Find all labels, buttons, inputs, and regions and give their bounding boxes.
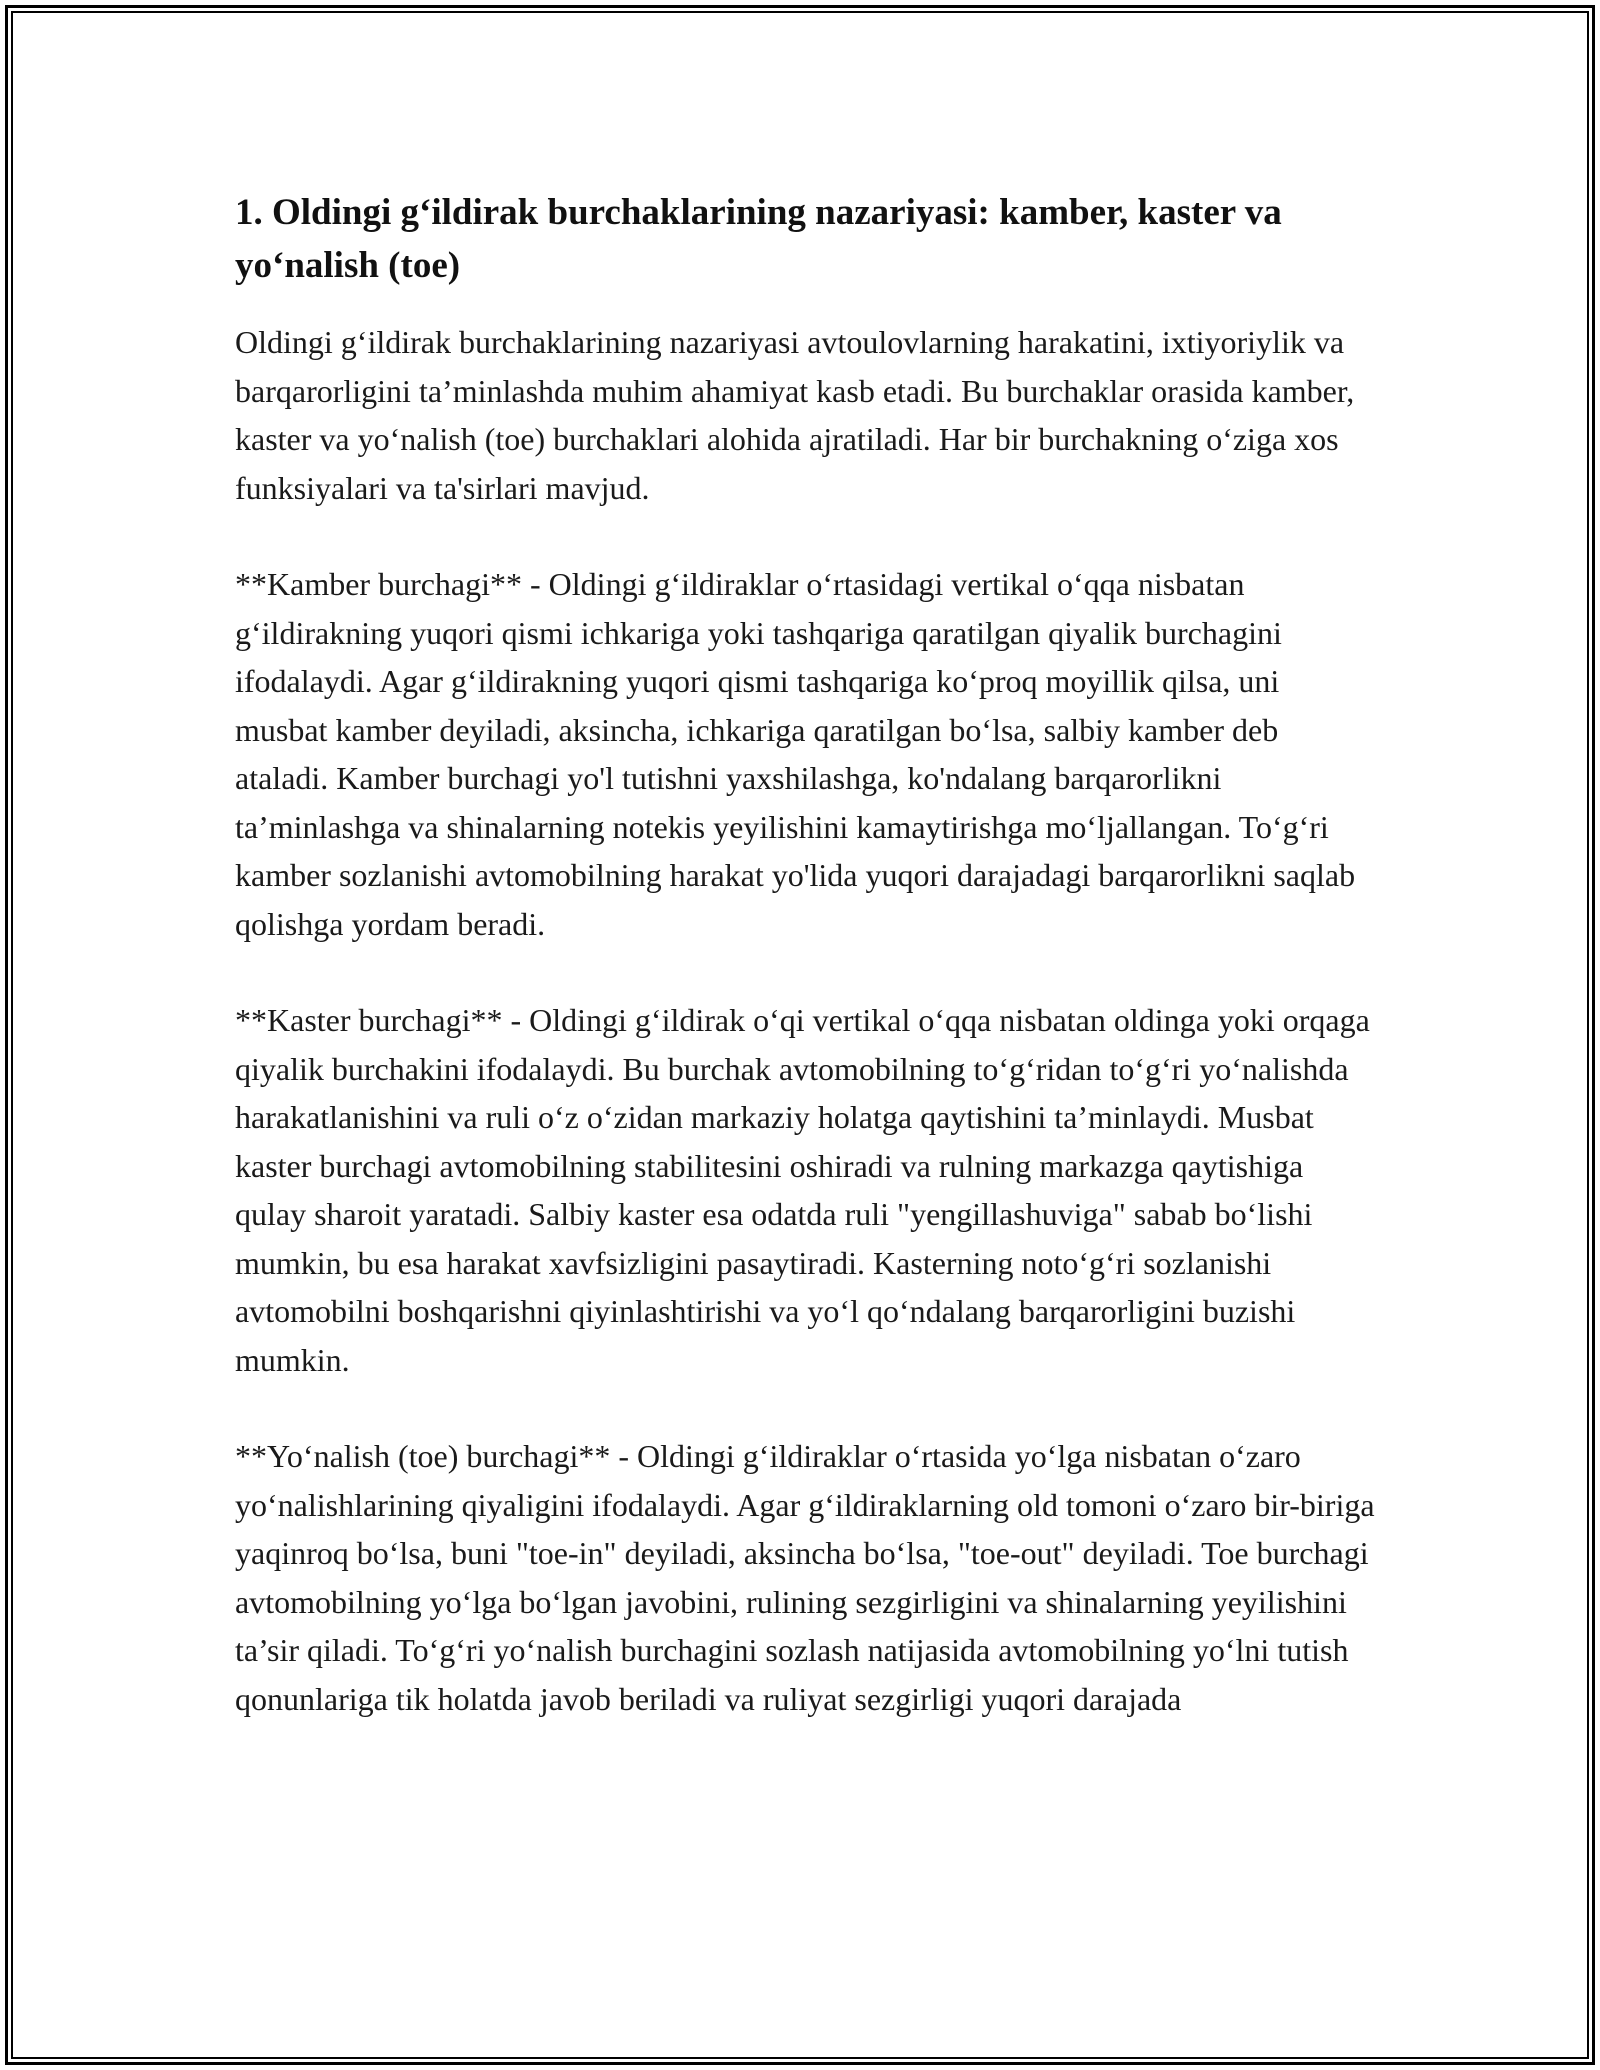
- document-body: [235, 186, 1375, 1771]
- paragraph-camber: **Kamber burchagi** - Oldingi g‘ildiraklar o‘rtasidagi vertikal o‘qqa nisbatan g‘ildirakning yuqori qismi ichkariga yoki tashqariga qaratilgan qiyalik burchagini ifodalaydi. Agar g‘ildirakning yuqori qismi tashqariga ko‘proq moyillik qilsa, uni musbat kamber deyiladi, aksincha, ichkariga qaratilgan bo‘lsa, salbiy kamber deb ataladi. Kamber burchagi yo'l tutishni yaxshilashga, ko'ndalang barqarorlikni ta’minlashga va shinalarning notekis yeyilishini kamaytirishga mo‘ljallangan. To‘g‘ri kamber sozlanishi avtomobilning harakat yo'lida yuqori darajadagi barqarorlikni saqlab qolishga yordam beradi.: [235, 566, 1356, 942]
- paragraph-intro: Oldingi g‘ildirak burchaklarining nazariyasi avtoulovlarning harakatini, ixtiyoriylik va barqarorligini ta’minlashda muhim ahamiyat kasb etadi. Bu burchaklar orasida kamber, kaster va yo‘nalish (toe) burchaklari alohida ajratiladi. Har bir burchakning o‘ziga xos funksiyalari va ta'sirlari mavjud.: [235, 324, 1355, 506]
- paragraph-toe: **Yo‘nalish (toe) burchagi** - Oldingi g‘ildiraklar o‘rtasida yo‘lga nisbatan o‘zaro yo‘nalishlarining qiyaligini ifodalaydi. Agar g‘ildiraklarning old tomoni o‘zaro bir-biriga yaqinroq bo‘lsa, buni "toe-in" deyiladi, aksincha bo‘lsa, "toe-out" deyiladi. Toe burchagi avtomobilning yo‘lga bo‘lgan javobini, rulining sezgirligini va shinalarning yeyilishini ta’sir qiladi. To‘g‘ri yo‘nalish burchagini sozlash natijasida avtomobilning yo‘lni tutish qonunlariga tik holatda javob beriladi va ruliyat sezgirligi yuqori darajada: [235, 1438, 1375, 1717]
- paragraph-caster: **Kaster burchagi** - Oldingi g‘ildirak o‘qi vertikal o‘qqa nisbatan oldinga yoki orqaga qiyalik burchakini ifodalaydi. Bu burchak avtomobilning to‘g‘ridan to‘g‘ri yo‘nalishda harakatlanishini va ruli o‘z o‘zidan markaziy holatga qaytishini ta’minlaydi. Musbat kaster burchagi avtomobilning stabilitesini oshiradi va rulning markazga qaytishiga qulay sharoit yaratadi. Salbiy kaster esa odatda ruli "yengillashuviga" sabab bo‘lishi mumkin, bu esa harakat xavfsizligini pasaytiradi. Kasterning noto‘g‘ri sozlanishi avtomobilni boshqarishni qiyinlashtirishi va yo‘l qo‘ndalang barqarorligini buzishi mumkin.: [235, 1002, 1370, 1378]
- section-heading: 1. Oldingi g‘ildirak burchaklarining nazariyasi: kamber, kaster va yo‘nalish (toe): [235, 192, 1282, 286]
